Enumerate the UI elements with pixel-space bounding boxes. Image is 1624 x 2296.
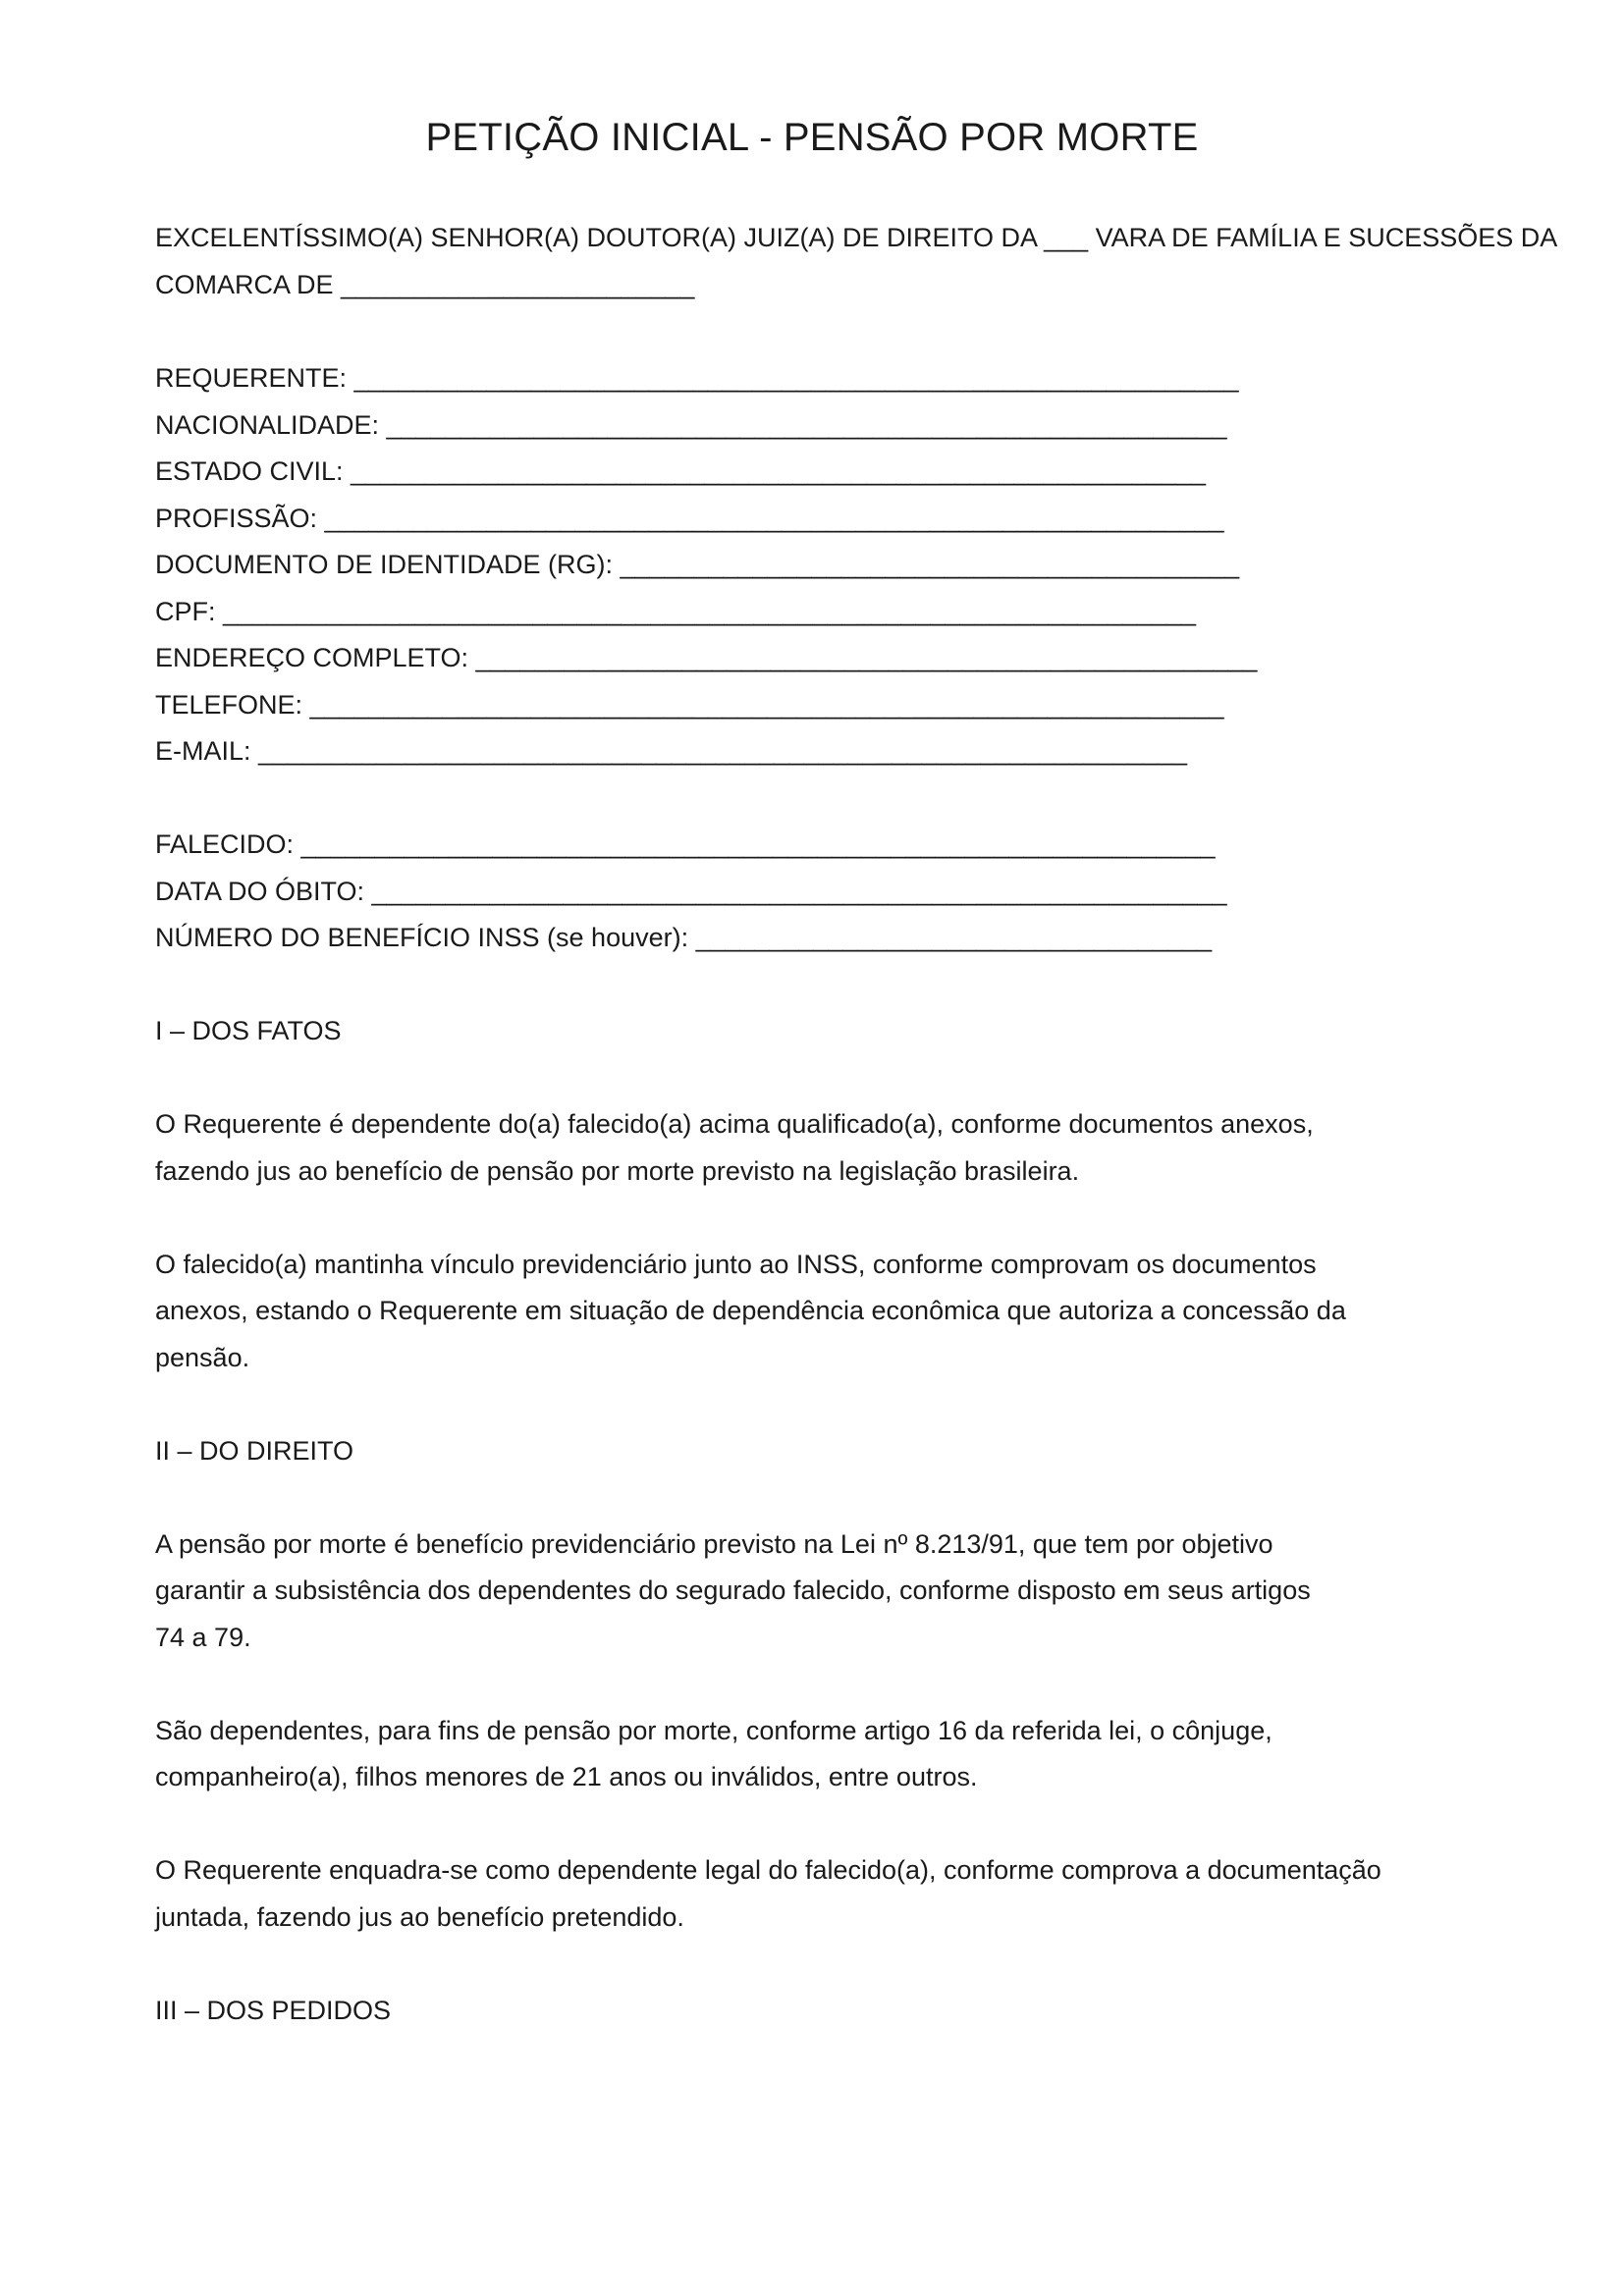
field-profissao: PROFISSÃO: _____________________________________________________________ <box>155 504 1224 533</box>
field-cpf: CPF: __________________________________________________________________ <box>155 597 1197 626</box>
field-nacionalidade: NACIONALIDADE: _________________________________________________________ <box>155 410 1227 440</box>
fatos-paragraph-1-line-1: O Requerente é dependente do(a) falecido(a) acima qualificado(a), conforme documentos anexos, <box>155 1109 1314 1139</box>
field-endereco: ENDEREÇO COMPLETO: _____________________________________________________ <box>155 643 1258 672</box>
field-telefone: TELEFONE: ______________________________________________________________ <box>155 690 1224 720</box>
section-heading-fatos: I – DOS FATOS <box>155 1016 342 1045</box>
direito-paragraph-2-line-1: São dependentes, para fins de pensão por morte, conforme artigo 16 da referida lei, o cônjuge, <box>155 1716 1272 1745</box>
field-rg: DOCUMENTO DE IDENTIDADE (RG): __________________________________________ <box>155 550 1240 579</box>
fatos-paragraph-2-line-1: O falecido(a) mantinha vínculo previdenciário junto ao INSS, conforme comprovam os documentos <box>155 1250 1317 1279</box>
field-numero-beneficio: NÚMERO DO BENEFÍCIO INSS (se houver): ___________________________________ <box>155 923 1213 952</box>
direito-paragraph-1-line-1: A pensão por morte é benefício previdenciário previsto na Lei nº 8.213/91, que tem por objetivo <box>155 1529 1273 1559</box>
document-title: PETIÇÃO INICIAL - PENSÃO POR MORTE <box>425 116 1199 159</box>
direito-paragraph-3-line-1: O Requerente enquadra-se como dependente legal do falecido(a), conforme comprova a documentação <box>155 1855 1381 1885</box>
direito-paragraph-2-line-2: companheiro(a), filhos menores de 21 anos ou inválidos, entre outros. <box>155 1762 978 1791</box>
section-heading-direito: II – DO DIREITO <box>155 1436 354 1466</box>
fatos-paragraph-2-line-2: anexos, estando o Requerente em situação de dependência econômica que autoriza a concessão da <box>155 1296 1346 1325</box>
address-line-1: EXCELENTÍSSIMO(A) SENHOR(A) DOUTOR(A) JUIZ(A) DE DIREITO DA ___ VARA DE FAMÍLIA E SUCESSÕES DA <box>155 223 1558 252</box>
section-heading-pedidos: III – DOS PEDIDOS <box>155 1996 392 2025</box>
field-email: E-MAIL: _______________________________________________________________ <box>155 736 1188 766</box>
direito-paragraph-1-line-2: garantir a subsistência dos dependentes do segurado falecido, conforme disposto em seus artigos <box>155 1575 1311 1605</box>
direito-paragraph-1-line-3: 74 a 79. <box>155 1623 251 1652</box>
direito-paragraph-3-line-2: juntada, fazendo jus ao benefício pretendido. <box>155 1902 684 1932</box>
field-estado-civil: ESTADO CIVIL: __________________________________________________________ <box>155 456 1206 486</box>
fatos-paragraph-1-line-2: fazendo jus ao benefício de pensão por morte previsto na legislação brasileira. <box>155 1156 1080 1186</box>
field-data-obito: DATA DO ÓBITO: __________________________________________________________ <box>155 877 1227 906</box>
field-falecido: FALECIDO: ______________________________________________________________ <box>155 829 1216 859</box>
fatos-paragraph-2-line-3: pensão. <box>155 1343 250 1372</box>
field-requerente: REQUERENTE: ____________________________________________________________ <box>155 363 1239 393</box>
address-line-2: COMARCA DE ________________________ <box>155 270 695 299</box>
